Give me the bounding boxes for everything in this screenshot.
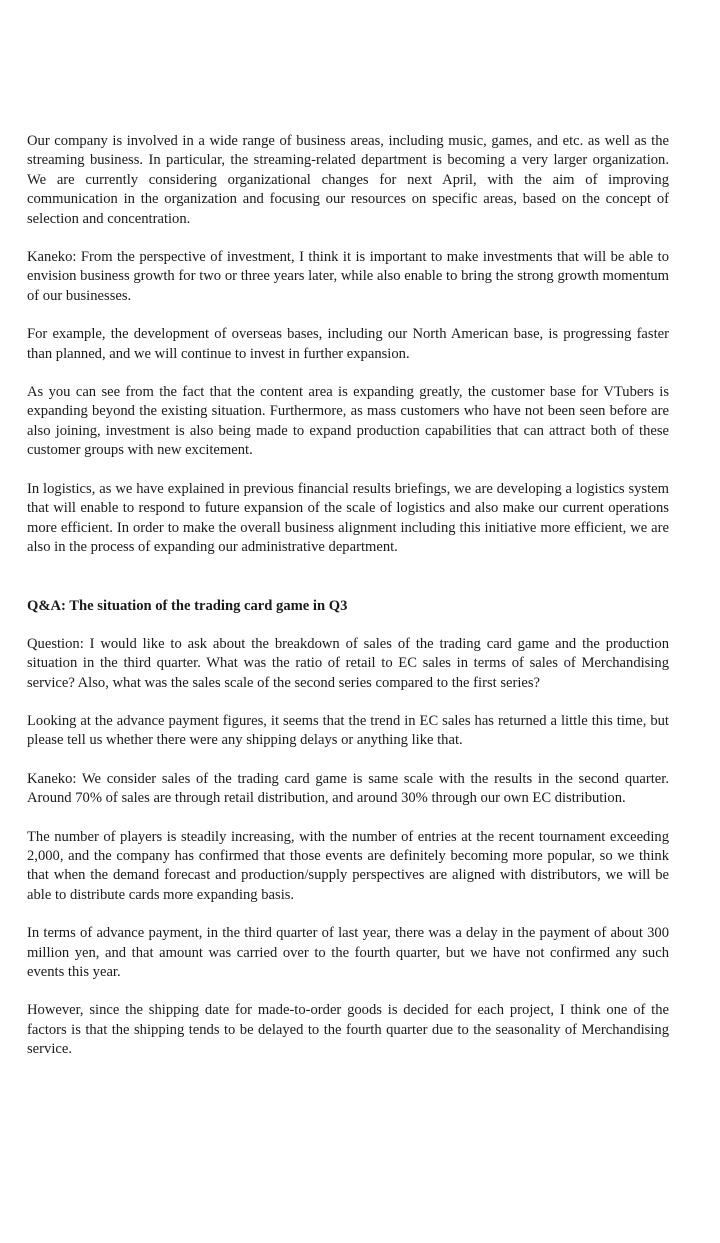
paragraph-players: The number of players is steadily increasing, with the number of entries at the recent tournament exceeding 2,000, and the company has confirmed that those events are definitely becoming more popular, so we think that when the demand forecast and production/supply perspectives are aligned with distributors, we will be able to distribute cards more expanding basis. — [27, 828, 669, 903]
paragraph-advance-payment-question: Looking at the advance payment figures, it seems that the trend in EC sales has returned a little this time, but please tell us whether there were any shipping delays or anything like that. — [27, 712, 669, 749]
paragraph-shipping-seasonality: However, since the shipping date for made-to-order goods is decided for each project, I think one of the factors is that the shipping tends to be delayed to the fourth quarter due to the seasonality of Merchandising service. — [27, 1002, 669, 1058]
paragraph-advance-payment-answer: In terms of advance payment, in the third quarter of last year, there was a delay in the payment of about 300 million yen, and that amount was carried over to the fourth quarter, but we have not confirmed any such events this year. — [27, 925, 669, 980]
paragraph-logistics: In logistics, as we have explained in previous financial results briefings, we are developing a logistics system that will enable to respond to future expansion of the scale of logistics and also make our current operations more efficient. In order to make the overall business alignment including this initiative more efficient, we are also in the process of expanding our administrative department. — [27, 480, 669, 555]
section-heading: Q&A: The situation of the trading card game in Q3 — [27, 598, 348, 615]
paragraph-customer-base: As you can see from the fact that the content area is expanding greatly, the customer base for VTubers is expanding beyond the existing situation. Furthermore, as mass customers who have not been seen before are also joining, investment is also being made to expand production capabilities that can attract both of these customer groups with new excitement. — [27, 384, 669, 459]
document-page — [27, 132, 669, 1079]
paragraph-sales-answer: Kaneko: We consider sales of the trading card game is same scale with the results in the second quarter. Around 70% of sales are through retail distribution, and around 30% through our own EC distribution. — [27, 770, 669, 807]
paragraph-investment-perspective: Kaneko: From the perspective of investment, I think it is important to make investments that will be able to envision business growth for two or three years later, while also enable to bring the strong growth momentum of our businesses. — [27, 249, 669, 304]
paragraph-overseas-bases: For example, the development of overseas bases, including our North American base, is progressing faster than planned, and we will continue to invest in further expansion. — [27, 326, 669, 362]
paragraph-business-areas: Our company is involved in a wide range of business areas, including music, games, and etc. as well as the streaming business. In particular, the streaming-related department is becoming a very larger organization. We are currently considering organizational changes for next April, with the aim of improving communication in the organization and focusing our resources on specific areas, based on the concept of selection and concentration. — [27, 133, 669, 227]
paragraph-question: Question: I would like to ask about the breakdown of sales of the trading card game and the production situation in the third quarter. What was the ratio of retail to EC sales in terms of sales of Merchandising service? Also, what was the sales scale of the second series compared to the first series? — [27, 635, 669, 691]
